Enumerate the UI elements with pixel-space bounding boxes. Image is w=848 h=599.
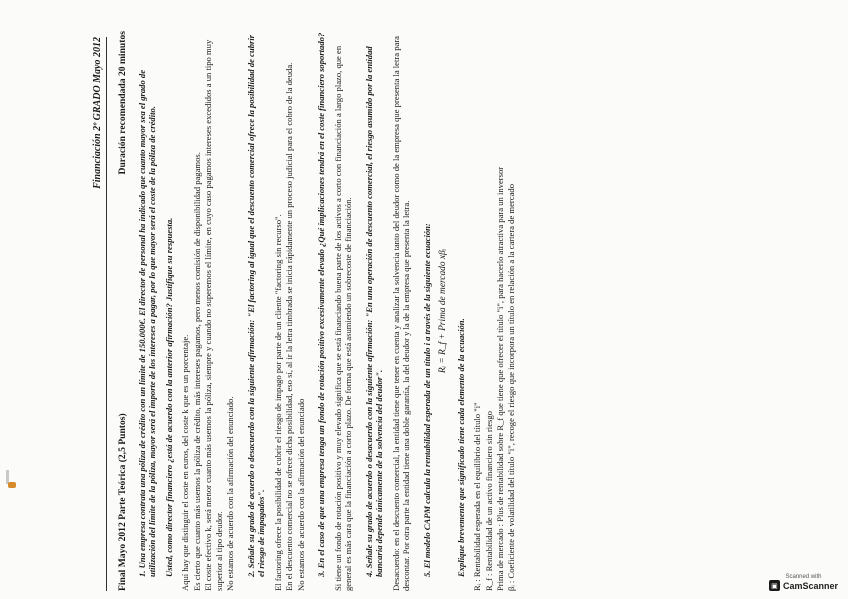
answer-2-line: No estamos de acuerdo con la afirmación del enunciado bbox=[295, 398, 306, 591]
question-5 bbox=[422, 31, 517, 591]
question-4 bbox=[364, 31, 412, 591]
question-2-text: 2. Señale su grado de acuerdo o desacuerdo con la siguiente afirmación: "El factoring al igual que el descuento comercial ofrece la posibilidad de cubrir el riesgo de impagados". bbox=[245, 34, 267, 577]
question-1 bbox=[137, 31, 236, 591]
question-3-text: 3. En el caso de que una empresa tenga un fondo de rotación positivo excesivamente elevado ¿Qué implicaciones tendrá en el coste financiero soportado? bbox=[316, 32, 327, 577]
staple-mark bbox=[8, 482, 16, 488]
answer-1-line: El coste efectivo k, será menor cuanto más usemos la póliza, siempre y cuando no superemos el límite, en cuyo caso pagamos intereses excedidos a un tipo muy superior al tipo deudor. bbox=[203, 39, 224, 591]
duration-label: Duración recomendada 20 minutos bbox=[117, 31, 129, 175]
rotated-exam-page bbox=[92, 31, 848, 591]
answer-1-line: No estamos de acuerdo con la afirmación del enunciado. bbox=[225, 396, 236, 591]
camscanner-logo-icon: ▣ bbox=[769, 580, 780, 591]
answer-5-line: Rᵢ : Rentabilidad esperada en el equilibrio del título "i" bbox=[472, 402, 483, 591]
answer-5-line: R_f : Rentabilidad de un activo financiero sin riesgo bbox=[483, 411, 494, 591]
question-5-text: 5. El modelo CAPM calcula la rentabilidad esperada de un título i a través de la siguiente ecuación: bbox=[421, 223, 432, 577]
answer-4-line: Desacuerdo: en el descuento comercial, la entidad tiene que tener en cuenta y analizar la solvencia tanto del deudor como de la empresa que presenta la letra para descontar. Por otra parte la entidad tiene una doble garantía, la del deudor y la de la empresa que presenta la letra. bbox=[390, 36, 412, 591]
course-header: Financiación 2º GRADO Mayo 2012 bbox=[92, 37, 107, 591]
question-2 bbox=[246, 31, 306, 591]
answer-5-line: Prima de mercado : Plus de rentabilidad sobre R_f que tiene que ofrecer el título "i", para hacerlo atractiva para un inversor bbox=[494, 166, 505, 591]
answer-3-line: Si tiene un fondo de rotación positivo y muy elevado significa que se está financiando buena parte de los activos a corto con financiación a largo plazo, que en general es más cara que la financiación a corto plazo. De forma que está asumiendo un sobrecoste de financiación. bbox=[332, 45, 354, 591]
exam-header-row bbox=[117, 31, 129, 591]
camscanner-label: CamScanner bbox=[782, 580, 838, 591]
answer-1-line: Aquí hay que distinguir el coste en euros, del coste k que es un porcentaje. bbox=[180, 334, 191, 591]
question-5-prompt: Explique brevemente que significado tiene cada elemento de la ecuación. bbox=[455, 318, 466, 577]
scanned-with-label: Scanned with bbox=[785, 574, 822, 580]
question-1-prompt: Usted, como director financiero ¿está de acuerdo con la anterior afirmación? Justifique su respuesta. bbox=[163, 217, 174, 577]
capm-formula: Rᵢ = R_f + Prima de mercado xβᵢ bbox=[438, 248, 449, 374]
answer-5-line: βᵢ : Coeficiente de volatilidad del título "i", recoge el riesgo que incorpora un título en relación a la cartera de mercado bbox=[506, 184, 517, 591]
exam-title: Final Mayo 2012 Parte Teórica (2,5 Puntos) bbox=[117, 413, 129, 591]
answer-2-line: En el descuento comercial no se ofrece dicha posibilidad, eso sí, al ir la letra timbrada se inicia rápidamente un proceso judicial para el cobro de la deuda. bbox=[284, 62, 295, 591]
question-3 bbox=[316, 31, 353, 591]
question-4-text: 4. Señale su grado de acuerdo o desacuerdo con la siguiente afirmación: "En una operación de descuento comercial, el riesgo asumido por la entidad bancaria depende únicamente de la solvencia del deudor". bbox=[363, 46, 385, 577]
question-1-text: 1. Una empresa contrata una póliza de crédito con un límite de 150.000€. El director de personal ha indicado que cuanto mayor sea el grado de utilización del límite de la póliza, mayor será el importe de los intereses a pagar, por lo que mayor será el coste de la póliza de crédito. bbox=[136, 69, 158, 577]
camscanner-badge bbox=[769, 574, 838, 591]
answer-2-line: El factoring ofrece la posibilidad de cubrir el riesgo de impago por parte de un cliente "factoring sin recurso". bbox=[272, 214, 283, 591]
answer-1-line: Es cierto que cuanto más usemos la póliza de crédito, más intereses pagamos, pero menos comisión de disponibilidad pagamos. bbox=[191, 152, 202, 591]
